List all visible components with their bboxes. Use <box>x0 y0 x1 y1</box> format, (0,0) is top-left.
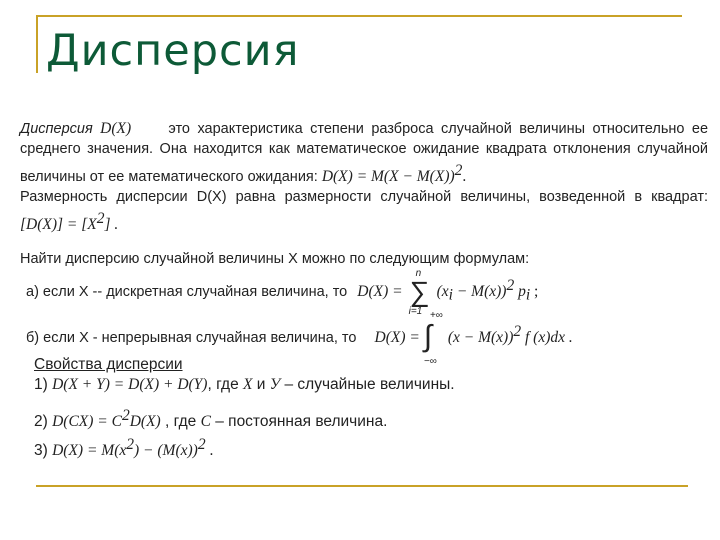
formula-discrete-line <box>26 268 539 317</box>
property-2-formula-b: D(X) <box>129 413 161 431</box>
property-3-num: 3) <box>34 442 48 460</box>
continuous-formula-body: (x − M(x)) <box>447 328 514 346</box>
definition-formula-power: 2 <box>454 162 463 179</box>
definition-line-1 <box>20 120 708 138</box>
discrete-power: 2 <box>506 277 515 294</box>
sigma-glyph: ∑ <box>409 276 430 307</box>
discrete-formula-body: (x <box>436 282 449 300</box>
slide-title: Дисперсия <box>46 26 300 76</box>
property-3 <box>34 436 213 460</box>
top-accent-rule <box>36 15 682 17</box>
discrete-formula-end: ; <box>530 282 539 300</box>
property-1-text-b: – случайные величины. <box>280 376 455 393</box>
property-3-end: . <box>205 442 214 460</box>
property-1-formula: D(X + Y) = D(X) + D(Y) <box>52 376 208 393</box>
property-1-x: X <box>243 376 253 393</box>
left-accent-rule <box>36 15 38 73</box>
property-1-num: 1) <box>34 376 48 393</box>
integral-lower-limit: −∞ <box>423 356 437 367</box>
continuous-formula-end: f (x)dx . <box>521 328 573 346</box>
property-3-formula-b: ) − (M(x)) <box>134 442 198 460</box>
discrete-sub-p: i <box>525 286 531 304</box>
property-3-formula-a: D(X) = M(x <box>52 442 127 460</box>
integral-upper-limit: +∞ <box>429 310 443 321</box>
integral-symbol <box>422 310 446 367</box>
properties-header <box>34 356 183 374</box>
definition-line-3 <box>20 162 466 186</box>
definition-line-2: среднего значения. Она находится как математическое ожидание квадрата отклонения случайной <box>20 141 708 157</box>
dimension-formula-line <box>20 210 118 234</box>
sum-symbol <box>407 268 433 317</box>
property-2-num: 2) <box>34 413 48 431</box>
property-3-power-2: 2 <box>197 436 206 453</box>
integral-glyph: ∫ <box>423 320 433 353</box>
property-1-and: и <box>252 376 270 393</box>
properties-header-text: Свойства дисперсии <box>34 356 183 373</box>
dimension-formula-left: [D(X)] = [X <box>20 215 97 233</box>
definition-text: это характеристика степени разброса случайной величины относительно ее <box>168 121 709 137</box>
property-1-text-a: , где <box>207 376 244 393</box>
dimension-formula-power: 2 <box>96 210 105 227</box>
property-2-formula-a: D(CX) = C <box>52 413 122 431</box>
definition-line-3-text: величины от ее математического ожидания: <box>20 168 318 185</box>
property-2-power: 2 <box>121 407 130 424</box>
definition-formula: D(X) = M(X − M(X)) <box>321 167 455 185</box>
discrete-formula-p: p <box>514 282 526 300</box>
definition-formula-end: . <box>462 167 467 185</box>
definition-term-math: D(X) <box>100 120 132 137</box>
dimension-line-1: Размерность дисперсии D(X) равна размерности случайной величины, возведенной в квадрат: <box>20 189 708 205</box>
continuous-formula-left: D(X) = <box>374 328 420 346</box>
property-2-text-a: , где <box>160 413 201 431</box>
property-1-y: У <box>269 376 281 393</box>
property-2-c: С <box>200 413 211 431</box>
discrete-text: а) если Х -- дискретная случайная величина, то <box>26 283 348 300</box>
find-intro: Найти дисперсию случайной величины Х можно по следующим формулам: <box>20 251 530 267</box>
discrete-formula-left: D(X) = <box>357 282 403 300</box>
sum-lower-limit: i=1 <box>408 306 423 317</box>
property-2-text-b: – постоянная величина. <box>210 413 388 431</box>
continuous-text: б) если Х - непрерывная случайная величина, то <box>26 329 357 346</box>
bottom-accent-rule <box>36 485 688 487</box>
sum-upper-limit: n <box>415 268 422 279</box>
property-3-power-1: 2 <box>126 436 135 453</box>
dimension-formula-right: ] . <box>104 215 119 233</box>
property-1 <box>34 376 455 394</box>
discrete-formula-mid: − M(x)) <box>452 282 507 300</box>
continuous-power: 2 <box>513 323 522 340</box>
definition-term: Дисперсия <box>20 121 93 137</box>
discrete-sub-i: i <box>448 286 453 304</box>
property-2 <box>34 407 387 431</box>
